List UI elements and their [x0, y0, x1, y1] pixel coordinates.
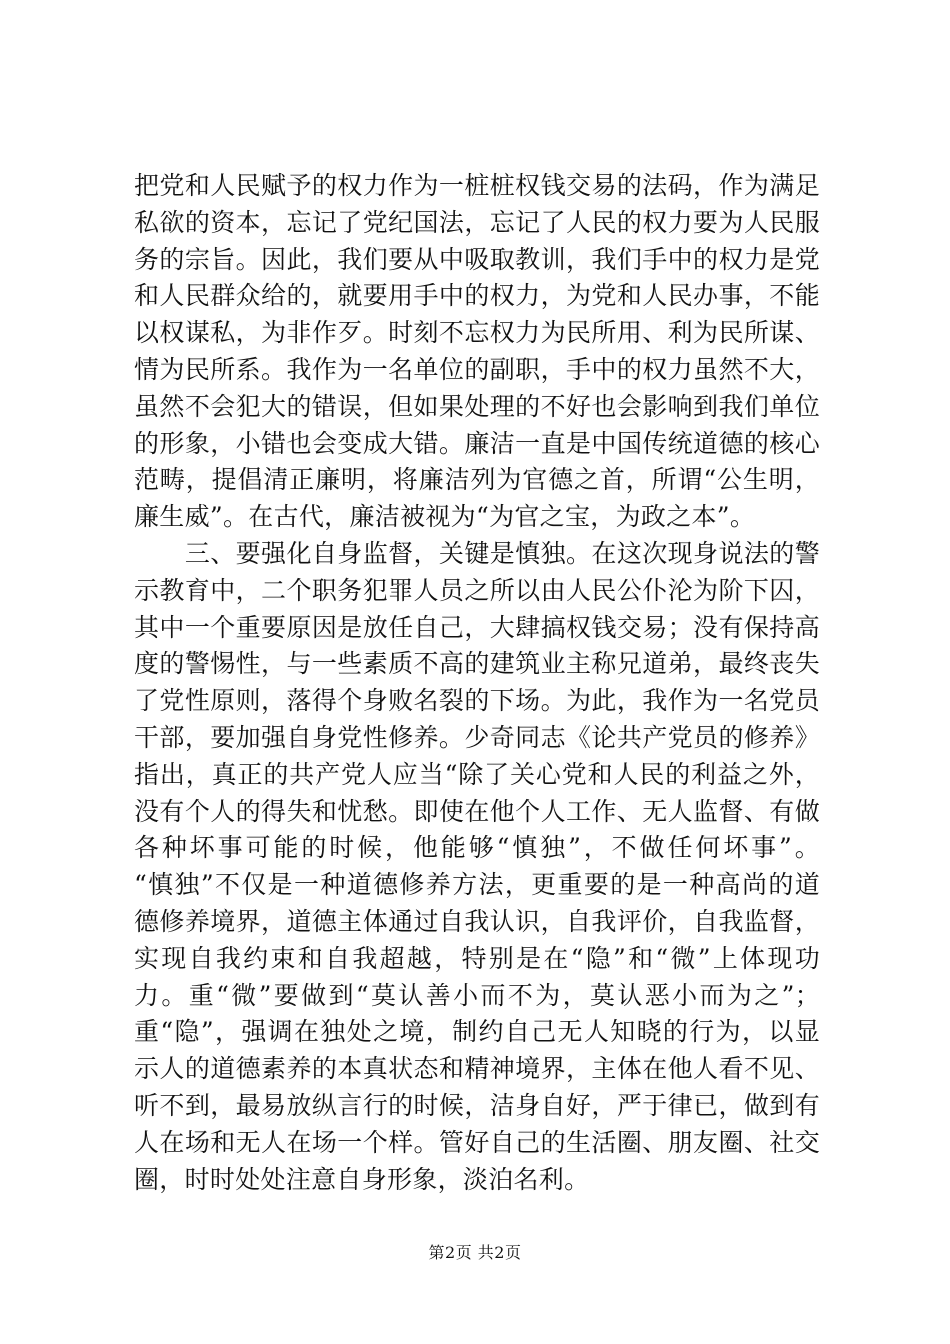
text-line: 的形象，小错也会变成大错。廉洁一直是中国传统道德的核心	[134, 428, 820, 458]
text-line: “慎独”不仅是一种道德修养方法，更重要的是一种高尚的道	[134, 870, 820, 900]
text-line: 干部，要加强自身党性修养。少奇同志《论共产党员的修养》	[134, 722, 820, 752]
text-line: 重“隐”，强调在独处之境，制约自己无人知晓的行为，以显	[134, 1017, 820, 1047]
text-line: 把党和人民赋予的权力作为一桩桩权钱交易的法码，作为满足	[134, 171, 820, 200]
text-line: 听不到，最易放纵言行的时候，洁身自好，严于律已，做到有	[134, 1090, 820, 1120]
text-line: 三、要强化自身监督，关键是慎独。在这次现身说法的警	[134, 538, 820, 568]
text-line: 没有个人的得失和忧愁。即使在他个人工作、无人监督、有做	[134, 796, 820, 826]
text-line: 力。重“微”要做到“莫认善小而不为，莫认恶小而为之”；	[134, 980, 820, 1010]
text-line: 度的警惕性，与一些素质不高的建筑业主称兄道弟，最终丧失	[134, 649, 820, 679]
text-line: 范畴，提倡清正廉明，将廉洁列为官德之首，所谓“公生明，	[134, 465, 820, 495]
text-line: 其中一个重要原因是放任自己，大肆搞权钱交易；没有保持高	[134, 612, 820, 642]
body-text	[134, 168, 820, 1198]
text-line: 以权谋私，为非作歹。时刻不忘权力为民所用、利为民所谋、	[134, 318, 820, 348]
text-line: 了党性原则，落得个身败名裂的下场。为此，我作为一名党员	[134, 686, 820, 716]
text-line: 实现自我约束和自我超越，特别是在“隐”和“微”上体现功	[134, 943, 820, 973]
text-line: 示人的道德素养的本真状态和精神境界，主体在他人看不见、	[134, 1054, 820, 1084]
text-line: 指出，真正的共产党人应当“除了关心党和人民的利益之外，	[134, 759, 820, 789]
text-line: 人在场和无人在场一个样。管好自己的生活圈、朋友圈、社交	[134, 1127, 820, 1157]
text-line: 廉生威”。在古代，廉洁被视为“为官之宝，为政之本”。	[134, 502, 756, 532]
text-line: 圈，时时处处注意自身形象，淡泊名利。	[134, 1164, 590, 1194]
text-line: 情为民所系。我作为一名单位的副职，手中的权力虽然不大，	[134, 354, 820, 384]
page-footer: 第2页 共2页	[428, 1243, 522, 1262]
text-line: 示教育中，二个职务犯罪人员之所以由人民公仆沦为阶下囚，	[134, 575, 820, 605]
text-line: 各种坏事可能的时候，他能够“慎独”，不做任何坏事”。	[134, 833, 820, 863]
text-line: 虽然不会犯大的错误，但如果处理的不好也会影响到我们单位	[134, 391, 820, 421]
text-line: 和人民群众给的，就要用手中的权力，为党和人民办事，不能	[134, 281, 820, 311]
text-line: 务的宗旨。因此，我们要从中吸取教训，我们手中的权力是党	[134, 244, 820, 274]
text-line: 德修养境界，道德主体通过自我认识，自我评价，自我监督，	[134, 906, 820, 936]
text-line: 私欲的资本，忘记了党纪国法，忘记了人民的权力要为人民服	[134, 207, 820, 237]
